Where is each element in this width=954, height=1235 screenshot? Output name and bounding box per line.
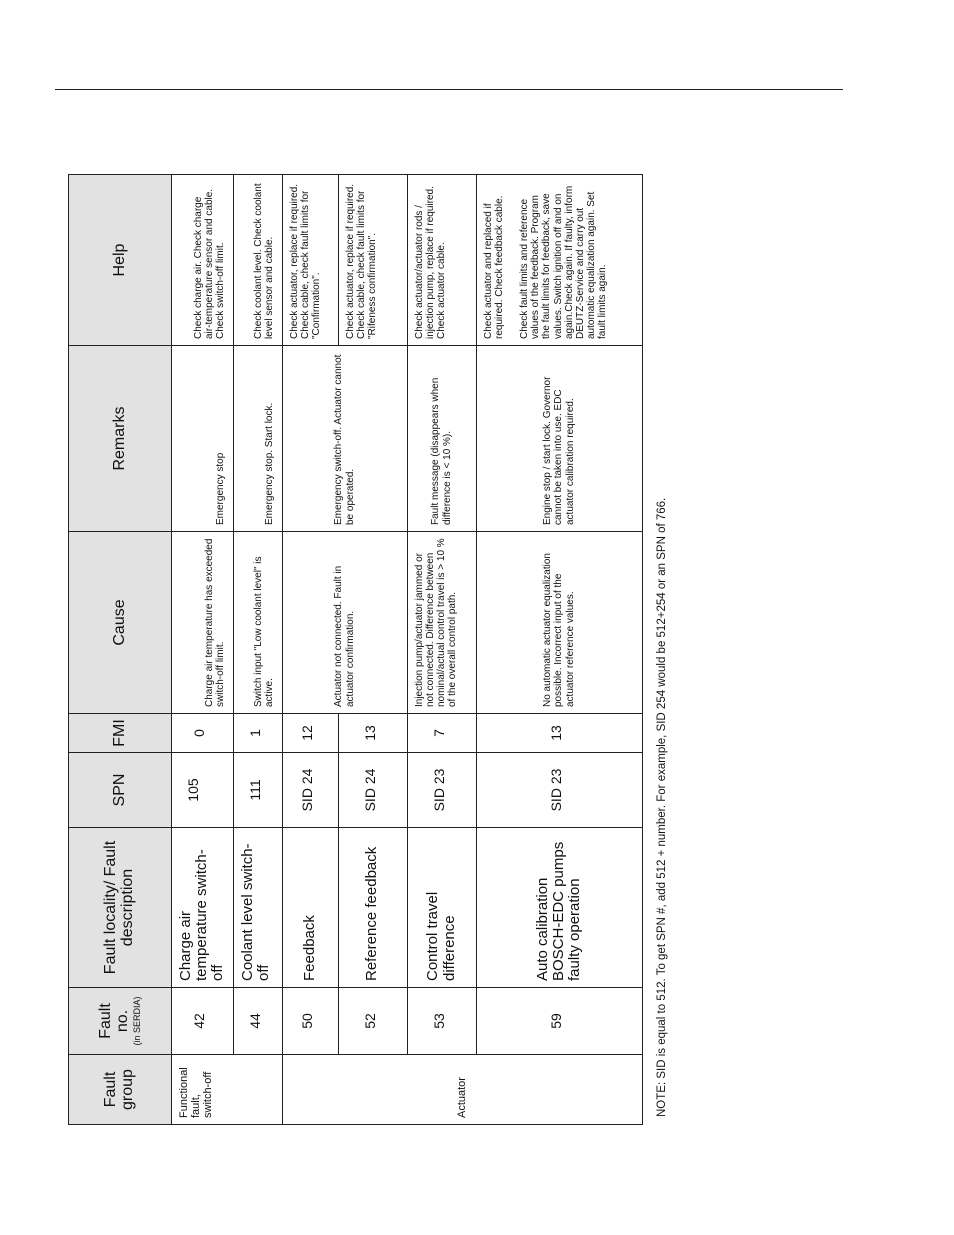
help-cell: Check coolant level. Check coolant level sensor and cable. bbox=[233, 175, 282, 346]
spn-cell: SID 23 bbox=[476, 753, 642, 828]
group-functional: Functional fault, switch-off bbox=[172, 1055, 283, 1125]
group-actuator: Actuator bbox=[282, 1055, 642, 1125]
locality-cell: Feedback bbox=[282, 828, 338, 988]
fmi-cell: 12 bbox=[282, 714, 338, 753]
cause-cell: Injection pump/actuator jammed or not connected. Difference between nominal/actual control travel is > 10 % of the overall control path. bbox=[407, 532, 476, 714]
remarks-cell: Engine stop / start lock. Governor cannot be taken into use. EDC actuator calibration required. bbox=[476, 346, 642, 532]
fmi-cell: 1 bbox=[233, 714, 282, 753]
locality-cell: Coolant level switch-off bbox=[233, 828, 282, 988]
header-remarks: Remarks bbox=[69, 346, 172, 532]
header-fault-group: Fault group bbox=[69, 1055, 172, 1125]
fault-table bbox=[68, 174, 643, 1125]
cause-cell: Actuator not connected. Fault in actuator confirmation. bbox=[282, 532, 407, 714]
help-cell: Check actuator/actuator rods / injection pump, replace if required. Check actuator cable. bbox=[407, 175, 476, 346]
header-fault-no-sub: (in SERDIA) bbox=[131, 996, 142, 1046]
table-row bbox=[282, 175, 338, 1125]
locality-cell: Control travel difference bbox=[407, 828, 476, 988]
help-cell: Check charge air. Check charge air-temperature sensor and cable. Check switch-off limit. bbox=[172, 175, 234, 346]
footnote: NOTE: SID is equal to 512. To get SPN #, add 512 + number. For example, SID 254 would be 512+254 or an SPN of 766. bbox=[656, 497, 668, 1117]
fault-no-cell: 44 bbox=[233, 988, 282, 1055]
table-row bbox=[233, 175, 282, 1125]
locality-cell: Charge air temperature switch-off bbox=[172, 828, 234, 988]
spn-cell: SID 24 bbox=[282, 753, 338, 828]
fault-no-cell: 50 bbox=[282, 988, 338, 1055]
fmi-cell: 7 bbox=[407, 714, 476, 753]
help-text-b: Check fault limits and reference values of the feedback. Program the fault limits for feedback, save values. Switch ignition off and on again.Check again. If faulty, inform DEUTZ-Service and carry out automatic equalization again. Set fault limits again. bbox=[518, 185, 609, 339]
fault-no-cell: 42 bbox=[172, 988, 234, 1055]
fmi-cell: 0 bbox=[172, 714, 234, 753]
table-row bbox=[172, 175, 234, 1125]
remarks-cell: Emergency stop bbox=[172, 346, 234, 532]
header-fault-no-label: Fault no. bbox=[96, 1003, 131, 1039]
locality-cell: Reference feedback bbox=[338, 828, 407, 988]
header-row bbox=[69, 175, 172, 1125]
header-fmi: FMI bbox=[69, 714, 172, 753]
help-text-a: Check actuator and replaced if required. Check feedback cable. bbox=[482, 195, 505, 339]
remarks-cell: Emergency switch-off. Actuator cannot be operated. bbox=[282, 346, 407, 532]
help-cell bbox=[476, 175, 642, 346]
table-row bbox=[407, 175, 476, 1125]
header-fault-no bbox=[69, 988, 172, 1055]
help-cell: Check actuator, replace if required. Check cable, check fault limits for "Confirmation". bbox=[282, 175, 338, 346]
header-help: Help bbox=[69, 175, 172, 346]
header-fault-locality: Fault locality/ Fault description bbox=[69, 828, 172, 988]
spn-cell: 111 bbox=[233, 753, 282, 828]
remarks-cell: Emergency stop. Start lock. bbox=[233, 346, 282, 532]
fault-no-cell: 52 bbox=[338, 988, 407, 1055]
spn-cell: 105 bbox=[172, 753, 234, 828]
header-spn: SPN bbox=[69, 753, 172, 828]
cause-cell: No automatic actuator equalization possible. Incorrect input of the actuator reference values. bbox=[476, 532, 642, 714]
table-row bbox=[476, 175, 642, 1125]
header-cause: Cause bbox=[69, 532, 172, 714]
spn-cell: SID 24 bbox=[338, 753, 407, 828]
cause-cell: Charge air temperature has exceeded switch-off limit. bbox=[172, 532, 234, 714]
fmi-cell: 13 bbox=[476, 714, 642, 753]
fault-table-container bbox=[68, 175, 638, 1125]
locality-cell: Auto calibration BOSCH-EDC pumps faulty operation bbox=[476, 828, 642, 988]
help-cell: Check actuator, replace if required. Check cable, check fault limits for "Rifeness confirmation". bbox=[338, 175, 407, 346]
cause-cell: Switch input "Low coolant level" is active. bbox=[233, 532, 282, 714]
remarks-cell: Fault message (disappears when difference is < 10 %). bbox=[407, 346, 476, 532]
header-rule bbox=[55, 89, 843, 90]
fault-no-cell: 53 bbox=[407, 988, 476, 1055]
fault-no-cell: 59 bbox=[476, 988, 642, 1055]
spn-cell: SID 23 bbox=[407, 753, 476, 828]
fmi-cell: 13 bbox=[338, 714, 407, 753]
